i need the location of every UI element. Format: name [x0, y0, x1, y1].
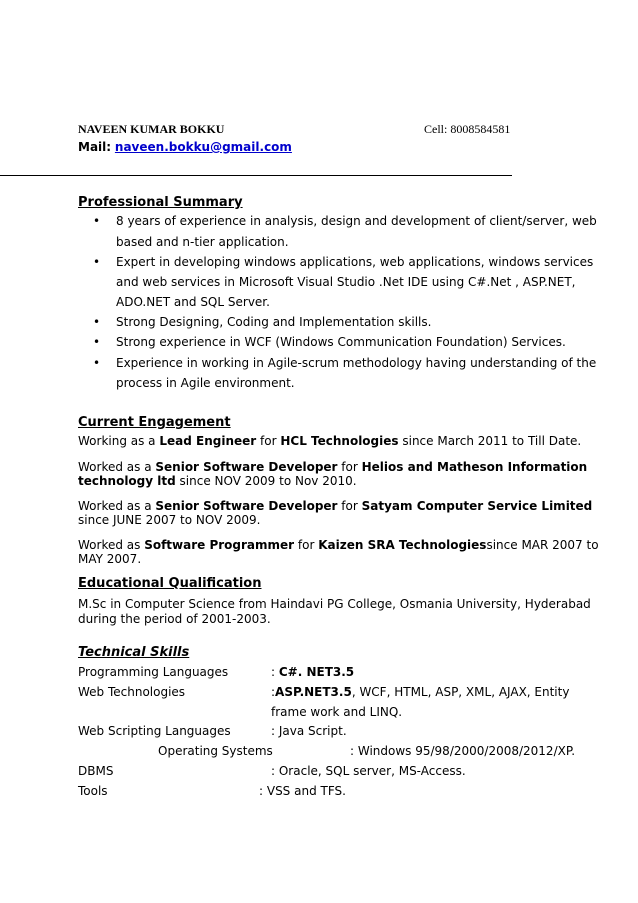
skill-value: : Java Script.: [271, 724, 347, 738]
education-line: M.Sc in Computer Science from Haindavi PG College, Osmania University, Hyderabad: [78, 597, 591, 611]
summary-line: based and n-tier application.: [116, 235, 289, 249]
skill-value: : VSS and TFS.: [259, 784, 346, 798]
job-line: Worked as a Senior Software Developer for Satyam Computer Service Limited: [78, 499, 593, 513]
summary-line: Strong experience in WCF (Windows Communication Foundation) Services.: [116, 335, 566, 349]
job-line: Worked as a Senior Software Developer for Helios and Matheson Information: [78, 460, 588, 474]
job-line: technology ltd since NOV 2009 to Nov 2010.: [78, 474, 357, 488]
skill-value: : Oracle, SQL server, MS-Access.: [271, 764, 466, 778]
skill-value: frame work and LINQ.: [271, 705, 403, 719]
summary-line: Expert in developing windows applications, web applications, windows services: [116, 255, 594, 269]
summary-line: and web services in Microsoft Visual Studio .Net IDE using C#.Net , ASP.NET,: [116, 275, 576, 289]
skill-value: : C#. NET3.5: [271, 665, 355, 679]
summary-line: Strong Designing, Coding and Implementation skills.: [116, 315, 432, 329]
mail-line: [78, 140, 292, 154]
email-link[interactable]: naveen.bokku@gmail.com: [114, 140, 292, 154]
cell-number: Cell: 8008584581: [424, 122, 511, 136]
job-line: Working as a Lead Engineer for HCL Technologies since March 2011 to Till Date.: [78, 434, 582, 448]
mail-label: Mail:: [78, 140, 112, 154]
skill-label: Tools: [78, 784, 108, 798]
section-heading-skills: Technical Skills: [78, 645, 190, 660]
skill-label: Programming Languages: [78, 665, 229, 679]
job-line: since JUNE 2007 to NOV 2009.: [78, 513, 261, 527]
skill-value: : ASP.NET3.5 , WCF, HTML, ASP, XML, AJAX, Entity: [271, 685, 570, 699]
job-line: MAY 2007.: [78, 552, 142, 566]
skill-label: Web Scripting Languages: [78, 724, 231, 738]
section-heading-summary: Professional Summary: [78, 195, 243, 210]
summary-line: process in Agile environment.: [116, 376, 295, 390]
bullet-icon: •: [93, 356, 101, 370]
section-heading-education: Educational Qualification: [78, 576, 262, 591]
bullet-icon: •: [93, 214, 101, 228]
header-divider: [0, 175, 512, 176]
bullet-icon: •: [93, 335, 101, 349]
candidate-name: NAVEEN KUMAR BOKKU: [78, 122, 225, 136]
summary-line: 8 years of experience in analysis, design and development of client/server, web: [116, 214, 597, 228]
skill-value: : Windows 95/98/2000/2008/2012/XP.: [350, 744, 576, 758]
bullet-icon: •: [93, 315, 101, 329]
education-line: during the period of 2001-2003.: [78, 612, 271, 626]
job-line: Worked as Software Programmer for Kaizen SRA Technologies since MAR 2007 to: [78, 538, 599, 552]
section-heading-engagement: Current Engagement: [78, 415, 231, 430]
skill-label: Operating Systems: [158, 744, 273, 758]
summary-line: Experience in working in Agile-scrum methodology having understanding of the: [116, 356, 597, 370]
summary-line: ADO.NET and SQL Server.: [116, 295, 270, 309]
bullet-icon: •: [93, 255, 101, 269]
skill-label: Web Technologies: [78, 685, 186, 699]
skill-label: DBMS: [78, 764, 114, 778]
